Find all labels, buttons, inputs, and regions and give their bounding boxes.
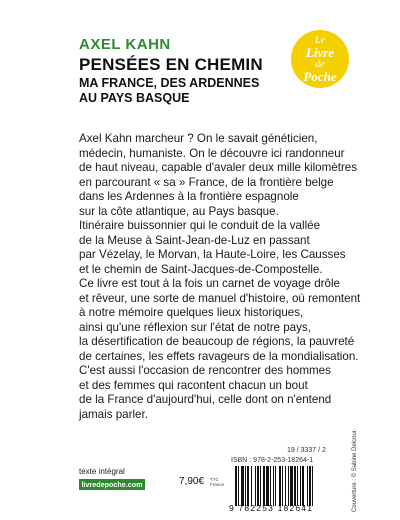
edition-code: 19 / 3337 / 2 — [287, 447, 326, 454]
blurb-line: médecin, humaniste. On le découvre ici randonneur — [79, 146, 345, 160]
blurb-line: de la France d'aujourd'hui, celle dont on n'entend — [79, 393, 332, 406]
website-banner — [79, 479, 145, 490]
blurb-line: et le chemin de Saint-Jacques-de-Compostelle. — [79, 262, 323, 276]
cover-credit — [352, 412, 364, 512]
blurb-line: de certaines, les effets ravageurs de la mondialisation. — [79, 349, 359, 363]
logo-text — [291, 30, 349, 88]
blurb-line: jamais parler. — [79, 407, 148, 421]
blurb-line: la désertification de beaucoup de régions, la pauvreté — [79, 335, 355, 348]
blurb-line: et rêveur, une sorte de manuel d'histoire, où remontent — [79, 291, 361, 305]
book-subtitle: MA FRANCE, DES ARDENNES AU PAYS BASQUE — [79, 76, 260, 105]
price: 7,90€ — [179, 476, 205, 487]
blurb-line: sur la côte atlantique, au Pays basque. — [79, 204, 279, 218]
logo-line-1: Le — [315, 35, 325, 46]
blurb-line: Axel Kahn marcheur ? On le savait généticien, — [79, 132, 318, 145]
logo-line-2: Livre — [305, 45, 335, 60]
cover-credit-text: Couverture : © Sabine Delcour. — [352, 428, 358, 512]
book-title: PENSÉES EN CHEMIN — [79, 55, 263, 74]
blurb-line: dans les Ardennes à la frontière espagnole — [79, 190, 299, 203]
blurb-line: à notre mémoire quelques lieux historiques, — [79, 306, 304, 319]
blurb-line: de la Meuse à Saint-Jean-de-Luz en passant — [79, 233, 310, 247]
blurb-line: par Vézelay, le Morvan, la Haute-Loire, les Causses — [79, 248, 346, 261]
edition-label: texte intégral — [79, 467, 125, 476]
barcode-digits: 9 782253 182641 — [229, 503, 314, 513]
author-name: AXEL KAHN — [79, 36, 171, 53]
blurb-line: de haut niveau, capable d'avaler deux mille kilomètres — [79, 161, 358, 174]
blurb-line: en parcourant « sa » France, de la frontière belge — [79, 175, 334, 189]
blurb-line: Ce livre est tout à la fois un carnet de voyage drôle — [79, 277, 341, 290]
livre-de-poche-logo — [291, 30, 349, 88]
blurb-line: Itinéraire buissonnier qui le conduit de la vallée — [79, 219, 321, 232]
blurb-line: ainsi qu'une réflexion sur l'état de notre pays, — [79, 320, 311, 334]
website-url: livredepoche.com — [81, 480, 143, 489]
price-note: TTC France — [210, 477, 225, 487]
blurb-line: C'est aussi l'occasion de rencontrer des hommes — [79, 364, 331, 377]
isbn: ISBN : 978-2-253-18264-1 — [231, 457, 314, 464]
blurb-line: et des femmes qui racontent chacun un bout — [79, 378, 308, 392]
back-cover-blurb — [79, 132, 361, 422]
logo-line-3: de — [315, 59, 325, 70]
logo-line-4: Poche — [303, 69, 337, 84]
barcode — [233, 466, 341, 506]
